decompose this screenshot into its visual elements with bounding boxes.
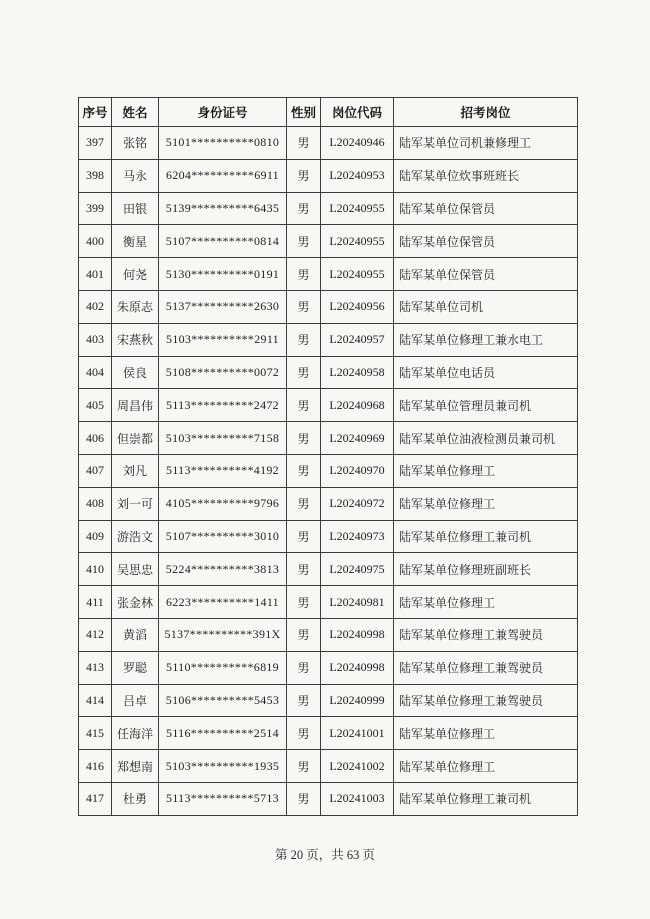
- table-cell: 游浩文: [112, 520, 159, 553]
- table-cell: L20241003: [321, 782, 394, 815]
- table-cell: 406: [79, 422, 112, 455]
- table-cell: 田银: [112, 192, 159, 225]
- table-cell: 5103**********2911: [159, 323, 287, 356]
- table-cell: 刘一可: [112, 487, 159, 520]
- table-cell: 男: [287, 356, 321, 389]
- table-cell: 但崇都: [112, 422, 159, 455]
- table-cell: L20240956: [321, 290, 394, 323]
- table-cell: 男: [287, 520, 321, 553]
- table-cell: 402: [79, 290, 112, 323]
- table-cell: 陆军某单位修理工: [394, 487, 578, 520]
- table-cell: 陆军某单位修理工: [394, 750, 578, 783]
- table-row: [79, 159, 578, 192]
- table-cell: 宋燕秋: [112, 323, 159, 356]
- table-cell: 男: [287, 258, 321, 291]
- table-cell: 杜勇: [112, 782, 159, 815]
- table-row: [79, 192, 578, 225]
- table-cell: L20240955: [321, 192, 394, 225]
- table-cell: 黄滔: [112, 618, 159, 651]
- table-cell: 415: [79, 717, 112, 750]
- table-cell: 男: [287, 225, 321, 258]
- table-cell: 男: [287, 127, 321, 160]
- table-cell: L20240957: [321, 323, 394, 356]
- table-header-row: [79, 98, 578, 127]
- table-cell: 5103**********7158: [159, 422, 287, 455]
- table-cell: 417: [79, 782, 112, 815]
- table-cell: 刘凡: [112, 454, 159, 487]
- table-cell: 413: [79, 651, 112, 684]
- table-cell: 5108**********0072: [159, 356, 287, 389]
- table-cell: 男: [287, 782, 321, 815]
- column-header: 序号: [79, 98, 112, 127]
- table-cell: 5110**********6819: [159, 651, 287, 684]
- table-cell: 陆军某单位修理工兼驾驶员: [394, 684, 578, 717]
- table-cell: L20240946: [321, 127, 394, 160]
- table-cell: 6204**********6911: [159, 159, 287, 192]
- table-cell: 410: [79, 553, 112, 586]
- table-row: [79, 782, 578, 815]
- roster-table: [78, 97, 578, 816]
- table-row: [79, 454, 578, 487]
- table-cell: 5103**********1935: [159, 750, 287, 783]
- table-cell: 5101**********0810: [159, 127, 287, 160]
- table-row: [79, 750, 578, 783]
- table-row: [79, 586, 578, 619]
- table-cell: 何尧: [112, 258, 159, 291]
- table-row: [79, 356, 578, 389]
- table-cell: 5107**********0814: [159, 225, 287, 258]
- table-cell: 5107**********3010: [159, 520, 287, 553]
- table-cell: 男: [287, 651, 321, 684]
- table-cell: 404: [79, 356, 112, 389]
- table-row: [79, 684, 578, 717]
- table-cell: 399: [79, 192, 112, 225]
- table-cell: 陆军某单位修理班副班长: [394, 553, 578, 586]
- table-cell: 男: [287, 323, 321, 356]
- table-cell: 397: [79, 127, 112, 160]
- table-cell: L20240972: [321, 487, 394, 520]
- table-row: [79, 422, 578, 455]
- table-cell: 405: [79, 389, 112, 422]
- table-cell: 男: [287, 422, 321, 455]
- column-header: 性别: [287, 98, 321, 127]
- table-cell: 陆军某单位保管员: [394, 192, 578, 225]
- table-cell: 张金林: [112, 586, 159, 619]
- table-cell: 陆军某单位保管员: [394, 225, 578, 258]
- table-cell: 398: [79, 159, 112, 192]
- table-cell: L20240970: [321, 454, 394, 487]
- table-cell: 5137**********2630: [159, 290, 287, 323]
- table-cell: 5106**********5453: [159, 684, 287, 717]
- table-cell: 陆军某单位修理工兼司机: [394, 520, 578, 553]
- table-row: [79, 651, 578, 684]
- table-cell: 男: [287, 159, 321, 192]
- table-cell: 朱原志: [112, 290, 159, 323]
- table-cell: L20240998: [321, 651, 394, 684]
- table-cell: 5137**********391X: [159, 618, 287, 651]
- column-header: 姓名: [112, 98, 159, 127]
- table-cell: 侯良: [112, 356, 159, 389]
- table-row: [79, 717, 578, 750]
- table-cell: 陆军某单位司机兼修理工: [394, 127, 578, 160]
- table-cell: 403: [79, 323, 112, 356]
- table-cell: 罗聪: [112, 651, 159, 684]
- table-cell: 4105**********9796: [159, 487, 287, 520]
- table-cell: 男: [287, 192, 321, 225]
- table-cell: 郑想南: [112, 750, 159, 783]
- table-cell: 407: [79, 454, 112, 487]
- table-row: [79, 553, 578, 586]
- table-cell: L20240981: [321, 586, 394, 619]
- table-row: [79, 520, 578, 553]
- table-cell: 男: [287, 684, 321, 717]
- table-cell: 陆军某单位保管员: [394, 258, 578, 291]
- table-cell: 400: [79, 225, 112, 258]
- table-cell: 陆军某单位修理工兼驾驶员: [394, 618, 578, 651]
- table-cell: 男: [287, 553, 321, 586]
- table-cell: L20240953: [321, 159, 394, 192]
- table-cell: L20240999: [321, 684, 394, 717]
- table-row: [79, 487, 578, 520]
- table-cell: 陆军某单位修理工兼水电工: [394, 323, 578, 356]
- page-number-footer: 第 20 页，共 63 页: [274, 848, 375, 862]
- table-cell: 5130**********0191: [159, 258, 287, 291]
- table-cell: 陆军某单位修理工: [394, 717, 578, 750]
- table-cell: 陆军某单位修理工兼驾驶员: [394, 651, 578, 684]
- table-cell: 6223**********1411: [159, 586, 287, 619]
- table-row: [79, 323, 578, 356]
- table-cell: 男: [287, 389, 321, 422]
- table-cell: 陆军某单位炊事班班长: [394, 159, 578, 192]
- table-cell: 5139**********6435: [159, 192, 287, 225]
- table-cell: 412: [79, 618, 112, 651]
- table-cell: 5113**********2472: [159, 389, 287, 422]
- column-header: 招考岗位: [394, 98, 578, 127]
- table-cell: 416: [79, 750, 112, 783]
- table-cell: 陆军某单位修理工: [394, 454, 578, 487]
- column-header: 身份证号: [159, 98, 287, 127]
- table-cell: L20240975: [321, 553, 394, 586]
- table-row: [79, 290, 578, 323]
- column-header: 岗位代码: [321, 98, 394, 127]
- table-row: [79, 258, 578, 291]
- table-cell: 陆军某单位修理工兼司机: [394, 782, 578, 815]
- table-row: [79, 389, 578, 422]
- table-cell: 陆军某单位司机: [394, 290, 578, 323]
- table-cell: L20241002: [321, 750, 394, 783]
- table-row: [79, 225, 578, 258]
- table-cell: 张铭: [112, 127, 159, 160]
- table-cell: 吴思忠: [112, 553, 159, 586]
- table-cell: 陆军某单位油液检测员兼司机: [394, 422, 578, 455]
- table-cell: 5113**********4192: [159, 454, 287, 487]
- table-cell: 吕卓: [112, 684, 159, 717]
- table-cell: L20240955: [321, 258, 394, 291]
- table-cell: 408: [79, 487, 112, 520]
- table-cell: 男: [287, 750, 321, 783]
- table-row: [79, 618, 578, 651]
- table-cell: L20240958: [321, 356, 394, 389]
- table-row: [79, 127, 578, 160]
- table-cell: 陆军某单位修理工: [394, 586, 578, 619]
- table-cell: 任海洋: [112, 717, 159, 750]
- table-cell: L20240969: [321, 422, 394, 455]
- table-cell: 男: [287, 586, 321, 619]
- table-cell: 男: [287, 290, 321, 323]
- table-cell: 5116**********2514: [159, 717, 287, 750]
- table-cell: 5224**********3813: [159, 553, 287, 586]
- table-cell: 男: [287, 717, 321, 750]
- table-cell: L20241001: [321, 717, 394, 750]
- table-cell: 衡星: [112, 225, 159, 258]
- table-cell: L20240998: [321, 618, 394, 651]
- table-cell: 401: [79, 258, 112, 291]
- table-cell: L20240973: [321, 520, 394, 553]
- table-cell: L20240955: [321, 225, 394, 258]
- table-cell: 411: [79, 586, 112, 619]
- table-cell: 陆军某单位管理员兼司机: [394, 389, 578, 422]
- table-cell: 周昌伟: [112, 389, 159, 422]
- table-cell: 马永: [112, 159, 159, 192]
- table-cell: L20240968: [321, 389, 394, 422]
- table-cell: 男: [287, 487, 321, 520]
- table-cell: 409: [79, 520, 112, 553]
- table-cell: 5113**********5713: [159, 782, 287, 815]
- table-cell: 男: [287, 454, 321, 487]
- table-cell: 陆军某单位电话员: [394, 356, 578, 389]
- table-cell: 414: [79, 684, 112, 717]
- table-cell: 男: [287, 618, 321, 651]
